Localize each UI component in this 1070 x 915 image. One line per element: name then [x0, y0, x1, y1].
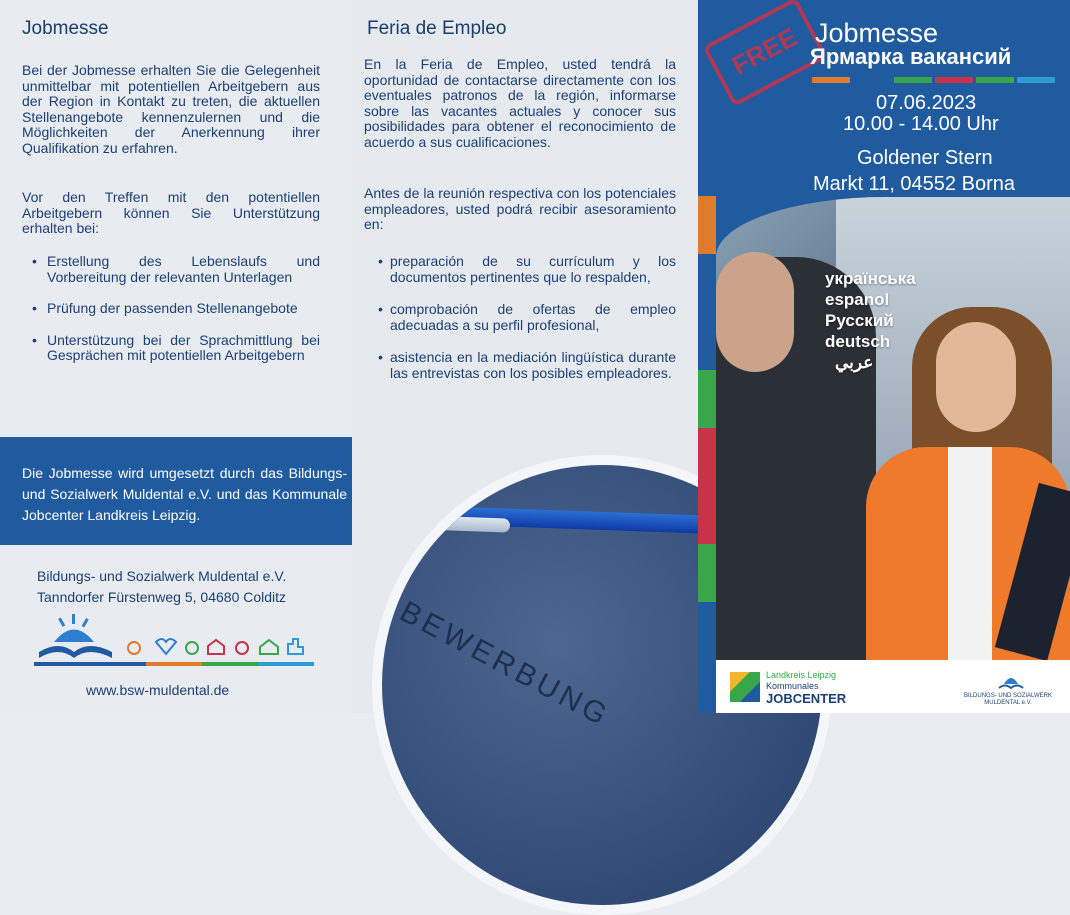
german-bullet-item: • Unterstützung bei der Sprachmittlung bei Gesprächen mit potentiellen Arbeitgebern	[22, 333, 320, 364]
german-bullet-list	[22, 254, 320, 380]
website-link[interactable]: www.bsw-muldental.de	[86, 682, 230, 698]
bsw-small-logo-icon	[998, 670, 1024, 690]
german-bullet-item: • Erstellung des Lebenslaufs und Vorbereitung der relevanten Unterlagen	[22, 254, 320, 285]
man-head	[716, 252, 794, 372]
flower-icon	[186, 642, 198, 654]
german-heading: Jobmesse	[22, 18, 109, 39]
event-venue: Goldener Stern	[857, 147, 993, 169]
spanish-bullet-item: • preparación de su currículum y los documentos pertinentes que lo respalden,	[376, 254, 676, 285]
language-item: عربي	[835, 353, 874, 372]
spanish-bullet-item: • comprobación de ofertas de empleo adecuadas a su perfil profesional,	[376, 302, 676, 333]
spanish-intro-paragraph: En la Feria de Empleo, usted tendrá la oportunidad de contactarse directamente con los eventuales patronos de la región, informarse sobre las vacantes actuales y conocer sus posibilidades para obtener el reconocimiento de acuerdo a sus cualificaciones.	[364, 56, 676, 150]
org-name: Bildungs- und Sozialwerk Muldental e.V.	[37, 568, 287, 584]
cover-side-color-bar	[698, 196, 716, 660]
pen-tip	[420, 515, 510, 532]
implementation-text: Die Jobmesse wird umgesetzt durch das Bildungs- und Sozialwerk Muldental e.V. und das Kommunale Jobcenter Landkreis Leipzig.	[22, 465, 347, 523]
spanish-support-paragraph: Antes de la reunión respectiva con los potenciales empleadores, usted podrá recibir asesoramiento en:	[364, 185, 676, 232]
house-icon	[208, 640, 224, 654]
woman-shirt	[948, 447, 992, 660]
bewerbung-embossed-text: BEWERBUNG	[394, 595, 616, 734]
cover-title-de: Jobmesse	[815, 18, 939, 48]
free-stamp: FREE	[702, 0, 828, 107]
event-address: Markt 11, 04552 Borna	[813, 173, 1015, 195]
language-list	[825, 268, 916, 373]
event-time: 10.00 - 14.00 Uhr	[843, 113, 999, 135]
logo-color-strip	[34, 662, 314, 666]
org-address: Tanndorfer Fürstenweg 5, 04680 Colditz	[37, 589, 287, 605]
language-item: Русский	[825, 311, 894, 330]
city-icon	[288, 639, 303, 654]
spanish-bullet-list	[376, 254, 676, 398]
jobcenter-logo-icon	[730, 672, 760, 702]
snail-icon	[128, 642, 140, 654]
cottage-icon	[260, 640, 278, 654]
language-item: українська	[825, 269, 916, 288]
event-date: 07.06.2023	[876, 92, 977, 114]
spanish-bullet-item: • asistencia en la mediación lingüística durante las entrevistas con los posibles empleadores.	[376, 350, 676, 381]
jobcenter-line3: JOBCENTER	[766, 691, 847, 706]
german-intro-paragraph: Bei der Jobmesse erhalten Sie die Gelegenheit unmittelbar mit potentiellen Arbeitgebern aus der Region in Kontakt zu treten, die aktuellen Stellenangebote kennenzulernen und die Möglichkeiten der Anerkennung ihrer Qualifikation zu erfahren.	[22, 62, 320, 156]
german-panel	[0, 0, 352, 713]
bsw-small-text: BILDUNGS- UND SOZIALWERK MULDENTAL e.V.	[964, 693, 1052, 706]
german-bullet-item: • Prüfung der passenden Stellenangebote	[22, 301, 320, 317]
bsw-logo-icon	[34, 612, 324, 662]
handshake-photo	[716, 197, 1070, 660]
german-support-paragraph: Vor den Treffen mit den potentiellen Arbeitgebern können Sie Unterstützung erhalten bei:	[22, 189, 320, 236]
jobcenter-line1: Landkreis Leipzig	[766, 670, 837, 680]
cover-color-bar	[812, 77, 1055, 83]
woman-face	[936, 322, 1016, 432]
implementation-box	[0, 437, 352, 545]
jobcenter-line2: Kommunales	[766, 681, 819, 691]
language-item: espanol	[825, 290, 890, 309]
language-item: deutsch	[825, 332, 891, 351]
spanish-heading: Feria de Empleo	[367, 18, 507, 39]
cover-footer	[716, 660, 1070, 713]
heart-hands-icon	[156, 639, 176, 654]
cover-title-ru: Ярмарка вакансий	[810, 44, 1012, 69]
recycle-icon	[236, 642, 248, 654]
